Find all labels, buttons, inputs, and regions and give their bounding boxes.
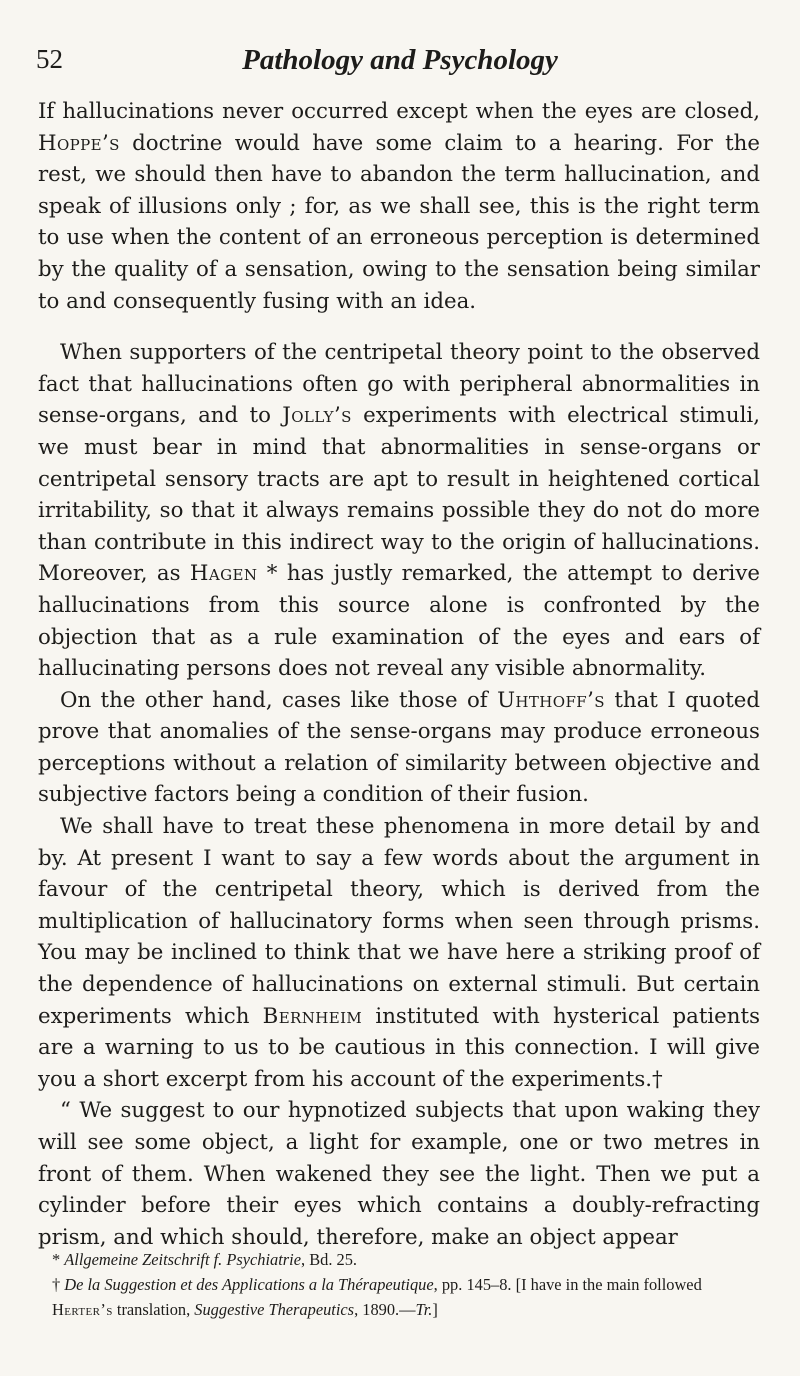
author-name: Jolly’s	[282, 403, 352, 429]
text-run: We shall have to treat these phenomena in more detail by and by. At present I want to say a few words about the argument in favour of the centripetal theory, which is derived from the multiplication of hallucinatory forms when seen through prisms. You may be inclined to think that we have here a striking proof of the dependence of hallucinations on external stimuli. But certain experiments which	[38, 814, 760, 1029]
text-run: instituted with hysterical patients are a warning to us to be cautious in this connection. I will give you a short excerpt from his account of the experiments.†	[38, 1003, 760, 1092]
author-name: Bernheim	[262, 1003, 363, 1029]
author-name: Herter’s	[52, 1300, 113, 1319]
footnote-2	[46, 1272, 760, 1322]
footnote-mark: *	[52, 1250, 65, 1269]
body-text	[38, 96, 760, 1253]
text-run: experiments with electrical stimuli, we must bear in mind that abnormalities in sense-organs or centripetal sensory tracts are apt to result in heightened cortical irritability, so that it always remains possible they do not do more than contribute in this indirect way to the origin of hallucinations. Moreover, as	[38, 403, 760, 587]
text-run: doctrine would have some claim to a hearing. For the rest, we should then have to abandon the term hallucination, and speak of illusions only ; for, as we shall see, this is the right term to use when the content of an erroneous perception is determined by the quality of a sensation, owing to the sensation being similar to and consequently fusing with an idea.	[38, 130, 760, 314]
paragraph-4	[38, 811, 760, 1095]
footnote-1	[46, 1247, 760, 1272]
translator-mark: Tr.	[415, 1300, 433, 1319]
text-run: translation,	[112, 1300, 195, 1319]
paragraph-1	[38, 96, 760, 317]
text-run: If hallucinations never occurred except when the eyes are closed,	[38, 99, 760, 124]
text-run: , pp. 145–8. [I have in the main followed	[433, 1275, 702, 1294]
paragraph-3	[38, 685, 760, 811]
paragraph-5-quote: “ We suggest to our hypnotized subjects that upon waking they will see some object, a light for example, one or two metres in front of them. When wakened they see the light. Then we put a cylinder before their eyes which contains a doubly-refracting prism, and which should, therefore, make an object appear	[38, 1098, 760, 1250]
author-name: Hoppe’s	[38, 130, 120, 156]
text-run: On the other hand, cases like those of	[60, 687, 498, 713]
citation-title: Suggestive Therapeutics	[194, 1300, 355, 1319]
text-run: When supporters of the centripetal theory point to the observed fact that hallucinations often go with peripheral abnormalities in sense-organs, and to	[38, 340, 760, 429]
footnotes	[46, 1247, 760, 1322]
text-run: , Bd. 25.	[301, 1250, 358, 1269]
page-header	[36, 44, 764, 84]
text-run: * has justly remarked, the attempt to derive hallucinations from this source alone is confronted by the objection that as a rule examination of the eyes and ears of hallucinating persons does not reveal any visible abnormality.	[38, 561, 760, 682]
text-run: that I quoted prove that anomalies of the sense-organs may produce erroneous perceptions without a relation of similarity between objective and subjective factors being a condition of their fusion.	[38, 687, 760, 808]
paragraph-2	[38, 337, 760, 685]
page-number: 52	[36, 44, 63, 74]
footnote-mark: †	[52, 1275, 65, 1294]
text-run: , 1890.—	[354, 1300, 416, 1319]
citation-title: Allgemeine Zeitschrift f. Psychiatrie	[64, 1250, 302, 1269]
citation-title: De la Suggestion et des Applications a la Thérapeutique	[64, 1275, 434, 1294]
text-run: ]	[432, 1300, 438, 1319]
running-title: Pathology and Psychology	[242, 44, 558, 76]
author-name: Hagen	[189, 561, 258, 587]
author-name: Uhthoff’s	[497, 687, 605, 713]
